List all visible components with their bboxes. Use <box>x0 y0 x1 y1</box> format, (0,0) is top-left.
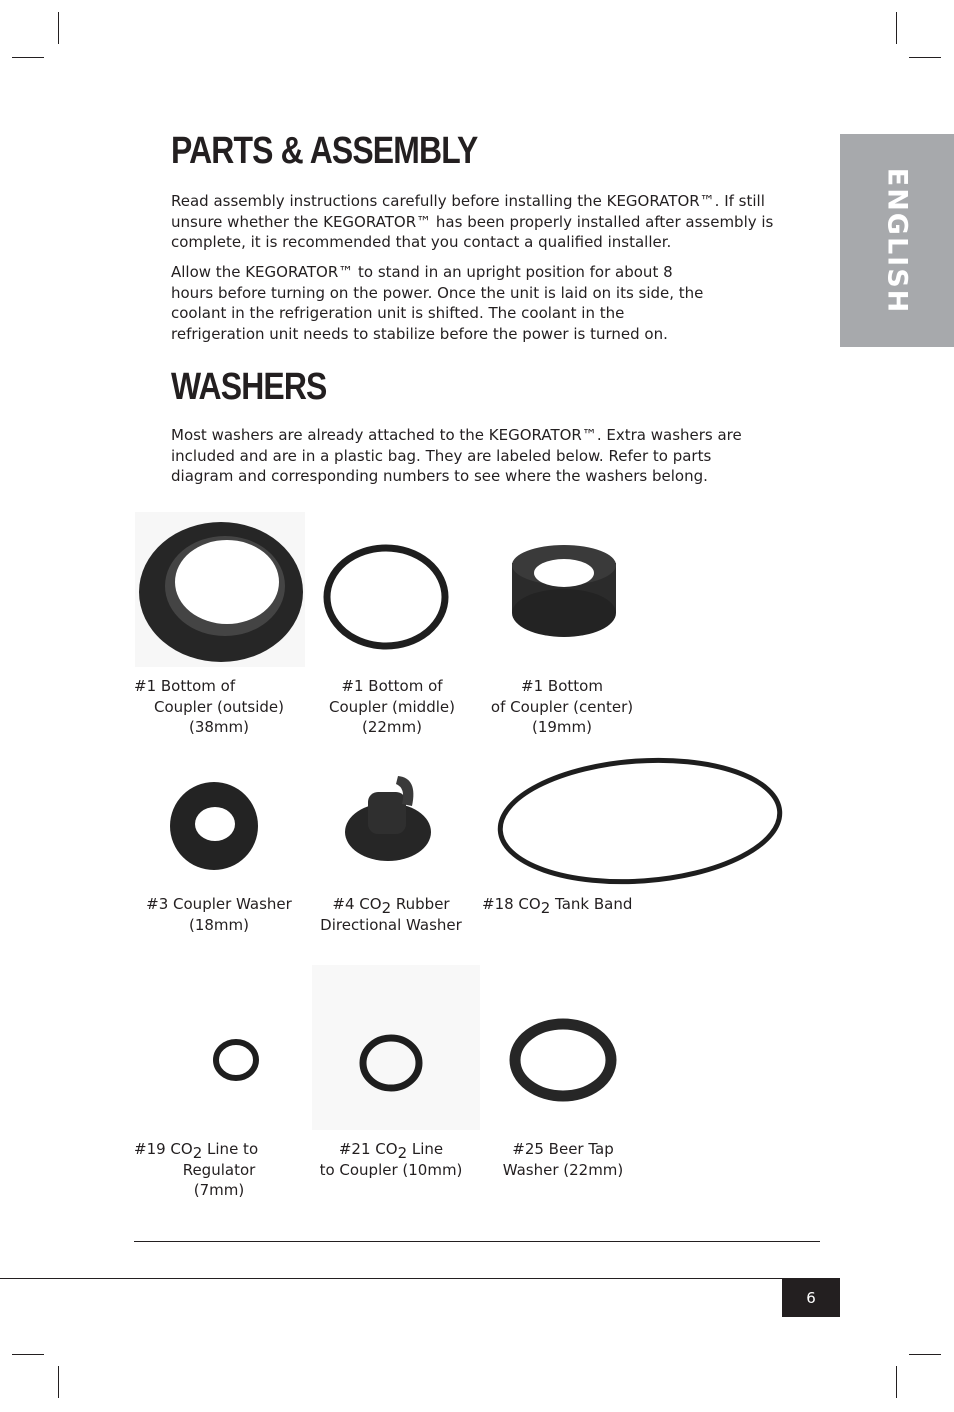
caption-text: #19 CO <box>134 1140 193 1158</box>
caption-text: #18 CO <box>482 895 541 913</box>
washer-photo-co2-regulator <box>210 1036 262 1084</box>
assembly-paragraph-1: Read assembly instructions carefully before installing the KEGORATOR™. If still unsure whether the KEGORATOR™ has been properly installed after assembly is complete, it is recommended that you contact a qualified installer. <box>171 192 774 251</box>
language-tab <box>840 134 954 347</box>
caption-line: Coupler (outside) <box>153 697 284 716</box>
content-divider <box>134 1241 820 1242</box>
caption-line: (22mm) <box>361 718 422 736</box>
crop-mark <box>12 1354 44 1355</box>
subscript: 2 <box>397 1144 408 1162</box>
washer-photo-coupler-outside <box>135 512 305 667</box>
caption-coupler-middle <box>312 676 472 738</box>
caption-line <box>308 1139 474 1160</box>
caption-line: of Coupler (center) <box>490 697 634 716</box>
caption-line: (7mm) <box>193 1181 245 1199</box>
washer-photo-beer-tap <box>508 1018 618 1102</box>
caption-line: (18mm) <box>188 915 249 934</box>
caption-line: Coupler (middle) <box>329 697 455 716</box>
caption-text: Rubber <box>391 895 450 913</box>
caption-line <box>482 894 632 915</box>
caption-line: #1 Bottom of <box>134 677 236 695</box>
crop-mark <box>909 57 941 58</box>
crop-mark <box>58 12 59 44</box>
washers-heading: WASHERS <box>171 366 327 408</box>
crop-mark <box>896 1366 897 1398</box>
crop-mark <box>12 57 44 58</box>
washer-photo-coupler-washer <box>166 778 264 874</box>
caption-line: #1 Bottom <box>521 677 603 695</box>
caption-line <box>310 894 472 915</box>
caption-line: Directional Washer <box>320 915 462 934</box>
caption-text: Line to <box>202 1140 259 1158</box>
caption-line: (19mm) <box>531 718 592 736</box>
subscript: 2 <box>381 899 392 917</box>
washers-paragraph: Most washers are already attached to the KEGORATOR™. Extra washers are included and are in a plastic bag. They are labeled below. Refer to parts diagram and corresponding numbers to see where the washers belong. <box>171 426 742 485</box>
caption-line: (38mm) <box>188 718 249 736</box>
caption-text: Line <box>407 1140 444 1158</box>
caption-tank-band <box>482 894 632 915</box>
caption-line: Regulator <box>182 1160 256 1179</box>
caption-text: #21 CO <box>338 1140 398 1158</box>
caption-text: Tank Band <box>550 895 633 913</box>
caption-line <box>134 1139 304 1160</box>
crop-mark <box>58 1366 59 1398</box>
caption-coupler-outside <box>134 676 304 738</box>
caption-line: #3 Coupler Washer <box>146 895 292 913</box>
washer-photo-tank-band <box>494 753 786 889</box>
washer-photo-co2-coupler <box>312 965 480 1130</box>
crop-mark <box>896 12 897 44</box>
caption-line: to Coupler (10mm) <box>319 1160 463 1179</box>
caption-text: #4 CO <box>332 895 382 913</box>
assembly-paragraph-2: Allow the KEGORATOR™ to stand in an upright position for about 8 hours before turning on the power. Once the unit is laid on its side, the coolant in the refrigeration unit is shifted. The coolant in the refrigeration unit needs to stabilize before the power is turned on. <box>171 263 704 343</box>
caption-co2-regulator <box>134 1139 304 1201</box>
caption-line: #1 Bottom of <box>341 677 443 695</box>
page-number: 6 <box>782 1278 840 1317</box>
parts-assembly-heading: PARTS & ASSEMBLY <box>171 130 478 172</box>
caption-beer-tap <box>488 1139 638 1180</box>
caption-co2-coupler <box>308 1139 474 1180</box>
caption-directional-washer <box>310 894 472 935</box>
caption-line: Washer (22mm) <box>502 1160 624 1179</box>
caption-coupler-center <box>478 676 646 738</box>
caption-line: #25 Beer Tap <box>512 1140 614 1158</box>
crop-mark <box>909 1354 941 1355</box>
language-tab-label: ENGLISH <box>881 167 913 314</box>
washer-photo-coupler-middle <box>323 544 449 650</box>
subscript: 2 <box>540 899 551 917</box>
washer-photo-coupler-center <box>508 543 620 638</box>
subscript: 2 <box>192 1144 203 1162</box>
caption-coupler-washer <box>134 894 304 935</box>
footer-rule <box>0 1278 840 1279</box>
washer-photo-directional <box>342 770 438 862</box>
